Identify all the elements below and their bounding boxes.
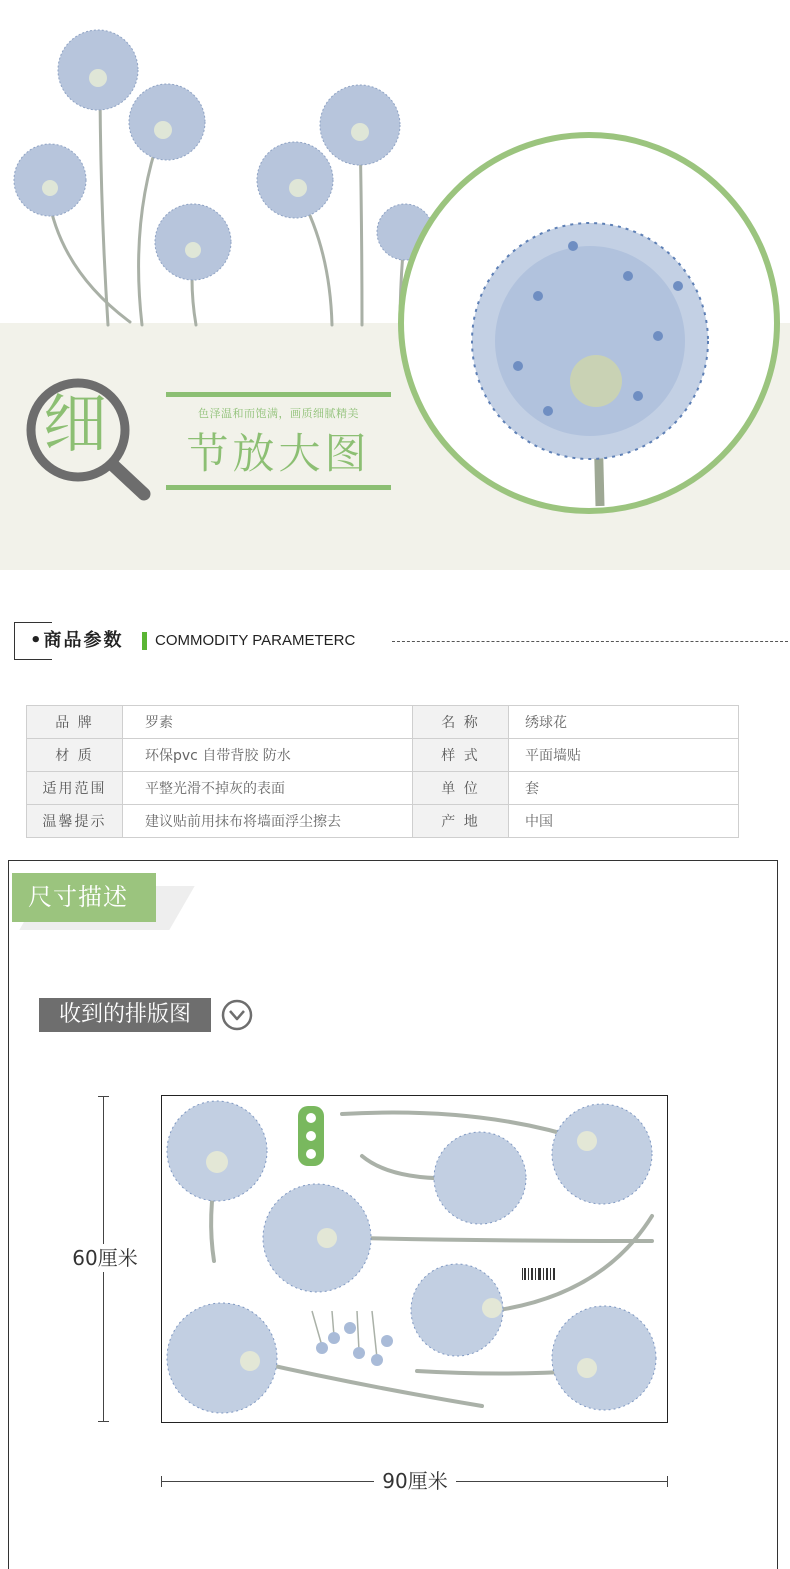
param-value: 环保pvc 自带背胶 防水 (123, 739, 413, 772)
param-title-cn: •商品参数 (30, 630, 124, 651)
param-key: 名 称 (413, 706, 509, 739)
title-top-rule (166, 392, 391, 397)
chevron-down-icon (220, 998, 254, 1032)
param-title-en: COMMODITY PARAMETERC (155, 632, 356, 649)
title-bottom-rule (166, 485, 391, 490)
width-label: 90厘米 (374, 1467, 456, 1495)
table-row (27, 739, 739, 772)
header-green-bar (142, 632, 147, 650)
size-description-tab: 尺寸描述 (12, 873, 156, 922)
param-key: 产 地 (413, 805, 509, 838)
param-key: 品 牌 (27, 706, 123, 739)
width-dimension-cap (161, 1476, 162, 1487)
table-row (27, 805, 739, 838)
width-dimension-cap (667, 1476, 668, 1487)
detail-zoom-banner (0, 0, 790, 570)
param-key: 温馨提示 (27, 805, 123, 838)
hero-subtitle: 色泽温和而饱满，画质细腻精美 (198, 407, 359, 420)
zoomed-flower-circle (398, 126, 780, 520)
param-value: 中国 (509, 805, 739, 838)
param-value: 平面墙贴 (509, 739, 739, 772)
sticker-sheet-illustration (162, 1096, 667, 1422)
param-value: 建议贴前用抹布将墙面浮尘擦去 (123, 805, 413, 838)
table-row (27, 706, 739, 739)
height-dimension-cap (98, 1096, 109, 1097)
sticker-sheet-preview (161, 1095, 668, 1423)
height-label: 60厘米 (62, 1244, 148, 1272)
param-value: 罗素 (123, 706, 413, 739)
commodity-parameter-header (0, 622, 790, 660)
magnifier-character: 细 (43, 388, 107, 462)
header-dashed-rule (392, 641, 788, 642)
param-value: 平整光滑不掉灰的表面 (123, 772, 413, 805)
dandelion-illustration (0, 0, 440, 330)
param-value: 套 (509, 772, 739, 805)
param-key: 样 式 (413, 739, 509, 772)
height-dimension-cap (98, 1421, 109, 1422)
parameter-table (26, 705, 739, 838)
table-row (27, 772, 739, 805)
hero-title: 节放大图 (186, 429, 371, 478)
layout-preview-label: 收到的排版图 (39, 998, 211, 1032)
param-key: 单 位 (413, 772, 509, 805)
param-value: 绣球花 (509, 706, 739, 739)
param-key: 材 质 (27, 739, 123, 772)
param-key: 适用范围 (27, 772, 123, 805)
